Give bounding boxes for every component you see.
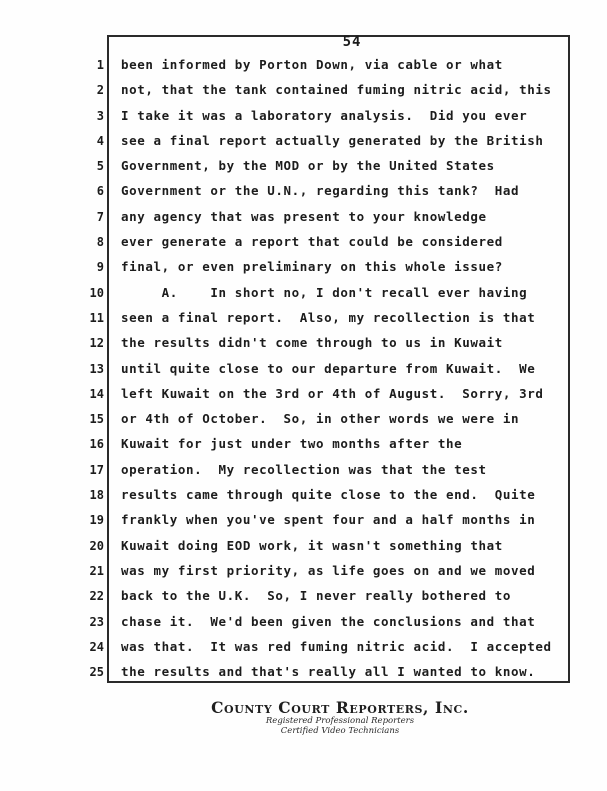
transcript-line <box>0 204 607 229</box>
line-text: seen a final report. Also, my recollection is that <box>121 309 536 325</box>
reporter-footer <box>190 699 490 736</box>
line-number: 1 <box>96 58 104 72</box>
transcript-line <box>0 533 607 558</box>
line-number: 20 <box>89 538 104 553</box>
line-number: 17 <box>89 462 104 477</box>
transcript-line <box>0 609 607 634</box>
line-text: Kuwait doing EOD work, it wasn't something that <box>121 537 503 553</box>
line-number: 10 <box>89 285 104 300</box>
transcript-line <box>0 558 607 583</box>
line-text: not, that the tank contained fuming nitric acid, this <box>121 82 552 98</box>
transcript-line <box>0 52 607 77</box>
line-number: 13 <box>89 361 104 376</box>
transcript-line <box>0 330 607 355</box>
page-number: 54 <box>342 34 362 50</box>
transcript-lines <box>0 52 607 684</box>
transcript-line <box>0 280 607 305</box>
transcript-line <box>0 229 607 254</box>
line-number: 11 <box>89 310 104 325</box>
transcript-line <box>0 659 607 684</box>
line-text: see a final report actually generated by the British <box>121 132 544 148</box>
line-number: 23 <box>89 614 104 629</box>
line-text: Government, by the MOD or by the United States <box>121 158 495 174</box>
line-number: 22 <box>89 589 104 604</box>
line-number: 9 <box>96 260 104 275</box>
line-number: 18 <box>89 488 104 503</box>
transcript-line <box>0 634 607 659</box>
transcript-line <box>0 507 607 532</box>
line-text: frankly when you've spent four and a half months in <box>121 512 536 528</box>
line-number: 25 <box>89 665 104 680</box>
reporter-subtitle-certified: Certified Video Technicians <box>280 726 400 736</box>
line-text: ever generate a report that could be considered <box>121 234 503 250</box>
line-number: 16 <box>89 437 104 452</box>
line-number: 6 <box>96 184 104 199</box>
line-number: 15 <box>89 412 104 427</box>
line-number: 19 <box>89 513 104 528</box>
line-number: 2 <box>96 83 104 98</box>
line-text: or 4th of October. So, in other words we were in <box>121 411 520 427</box>
line-text: operation. My recollection was that the test <box>121 461 487 477</box>
line-text: I take it was a laboratory analysis. Did you ever <box>121 107 528 123</box>
line-text: Government or the U.N., regarding this tank? Had <box>121 183 520 199</box>
line-text: final, or even preliminary on this whole issue? <box>121 259 503 275</box>
line-number: 7 <box>96 209 104 224</box>
line-text: until quite close to our departure from Kuwait. We <box>121 360 536 376</box>
transcript-line <box>0 431 607 456</box>
line-text: been informed by Porton Down, via cable or what <box>121 57 503 72</box>
line-number: 5 <box>96 159 104 174</box>
transcript-line <box>0 77 607 102</box>
transcript-line <box>0 381 607 406</box>
line-text: chase it. We'd been given the conclusions and that <box>121 613 536 629</box>
transcript-line <box>0 153 607 178</box>
transcript-line <box>0 406 607 431</box>
line-number: 12 <box>89 336 104 351</box>
transcript-line <box>0 305 607 330</box>
transcript-line <box>0 178 607 203</box>
line-text: the results didn't come through to us in Kuwait <box>121 335 503 351</box>
transcript-line <box>0 583 607 608</box>
transcript-line <box>0 356 607 381</box>
line-text: Kuwait for just under two months after the <box>121 436 463 452</box>
transcript-line <box>0 128 607 153</box>
line-text: the results and that's really all I wanted to know. <box>121 664 536 680</box>
reporter-subtitle-registered: Registered Professional Reporters <box>265 716 415 726</box>
line-number: 8 <box>96 235 104 250</box>
line-text: left Kuwait on the 3rd or 4th of August. Sorry, 3rd <box>121 385 544 401</box>
transcript-line <box>0 103 607 128</box>
transcript-line <box>0 457 607 482</box>
transcript-line <box>0 254 607 279</box>
line-number: 3 <box>96 108 104 123</box>
line-number: 14 <box>89 386 104 401</box>
line-text: was my first priority, as life goes on and we moved <box>121 562 536 578</box>
transcript-line <box>0 482 607 507</box>
line-text: results came through quite close to the end. Quite <box>121 487 536 503</box>
reporter-company-name: County Court Reporters, Inc. <box>211 698 469 717</box>
line-text: any agency that was present to your knowledge <box>121 208 487 224</box>
line-text: was that. It was red fuming nitric acid. I accepted <box>121 638 552 654</box>
line-number: 24 <box>89 639 104 654</box>
line-text: back to the U.K. So, I never really bothered to <box>121 588 512 604</box>
line-text: A. In short no, I don't recall ever having <box>121 284 528 300</box>
line-number: 21 <box>89 563 104 578</box>
line-number: 4 <box>96 133 104 148</box>
